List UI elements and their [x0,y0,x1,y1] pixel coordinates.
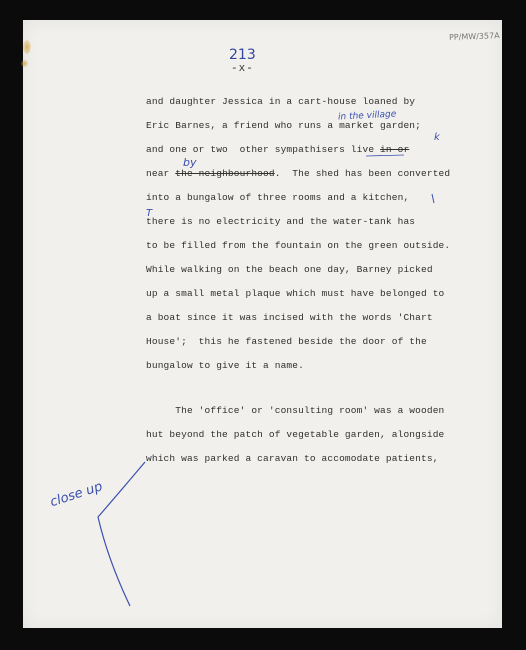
text-line: House'; this he fastened beside the door of the [146,336,427,347]
text-line: The 'office' or 'consulting room' was a wooden [146,405,445,416]
text-line: bungalow to give it a name. [146,360,304,371]
margin-annotation: close up [48,479,105,511]
text-line: into a bungalow of three rooms and a kitchen, [146,192,410,203]
page-number: 213 [229,47,256,63]
text-line: and daughter Jessica in a cart-house loaned by [146,96,416,107]
archive-reference: PP/MW/357A [449,31,501,42]
text-line: there is no electricity and the water-tank has [146,216,416,227]
text-line: to be filled from the fountain on the green outside. [146,240,451,251]
handwritten-insertion: by [183,156,197,169]
handwritten-mark: k [434,132,440,143]
text-line: near the neighbourhood. The shed has been converted [146,168,451,179]
text-line: up a small metal plaque which must have belonged to [146,288,445,299]
text-line: which was parked a caravan to accomodate patients, [146,453,439,464]
text-line: While walking on the beach one day, Barney picked [146,264,433,275]
handwritten-insertion: in the village [337,109,397,123]
text-line: hut beyond the patch of vegetable garden, alongside [146,429,445,440]
handwritten-mark: T [146,208,153,219]
text-line: and one or two other sympathisers live in or [146,144,410,155]
text-line: a boat since it was incised with the words 'Chart [146,312,433,323]
page-marker: -x- [231,63,254,75]
text-line: Eric Barnes, a friend who runs a market garden; [146,120,421,131]
